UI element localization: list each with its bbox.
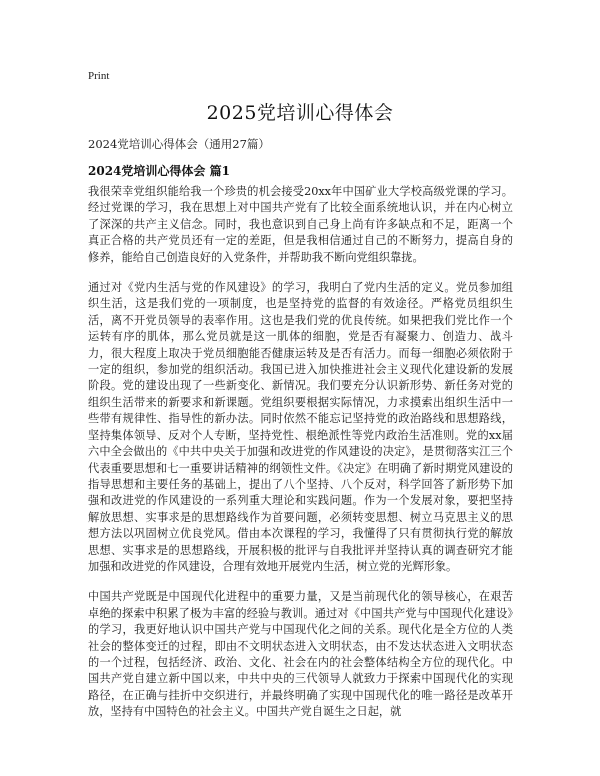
paragraph: 通过对《党内生活与党的作风建设》的学习，我明白了党内生活的定义。党员参加组织生活，这是我们党的一项制度，也是坚持党的监督的有效途径。严格党员组织生活，离不开党员领导的表率作用。这也是我们党的优良传统。如果把我们党比作一个运转有序的肌体，那么党员就是这一肌体的细胞，党是否有凝聚力、创造力、战斗力，很大程度上取决于党员细胞能否健康运转及是否有活力。而每一细胞必须依附于一定的组织，参加党的组织活动。我国已进入加快推进社会主义现代化建设新的发展阶段。党的建设出现了一些新变化、新情况。我们要充分认识新形势、新任务对党的组织生活带来的新要求和新课题。党组织要根据实际情况，力求摸索出组织生活中一些带有规律性、指导性的新办法。同时依然不能忘记坚持党的政治路线和思想路线，坚持集体领导、反对个人专断，坚持党性、根绝派性等党内政治生活准则。党的xx届六中全会做出的《中共中央关于加强和改进党的作风建设的决定》，是贯彻落实江三个代表重要思想和七一重要讲话精神的纲领性文件。《决定》在明确了新时期党风建设的指导思想和主要任务的基础上，提出了八个坚持、八个反对，科学回答了新形势下加强和改进党的作风建设的一系列重大理论和实践问题。作为一个发展对象，要把坚持解放思想、实事求是的思想路线作为首要问题，必须转变思想、树立马克思主义的思想方法以巩固树立优良党风。借由本次课程的学习，我懂得了只有贯彻执行党的解放思想、实事求是的思想路线，开展积极的批评与自我批评并坚持认真的调查研究才能加强和改进党的作风建设，合理有效地开展党内生活，树立党的光辉形象。 [88,281,513,573]
document-subtitle: 2024党培训心得体会（通用27篇） [88,137,270,151]
paragraph: 我很荣幸党组织能给我一个珍贵的机会接受20xx年中国矿业大学校高级党课的学习。经过党课的学习，我在思想上对中国共产党有了比较全面系统地认识，并在内心树立了深深的共产主义信念。同时，我也意识到自己身上尚有许多缺点和不足，距离一个真正合格的共产党员还有一定的差距，但是我相信通过自己的不断努力，提高自身的修养，能给自己创造良好的入党条件，并帮助我不断向党组织靠拢。 [88,185,513,264]
paragraph: 中国共产党既是中国现代化进程中的重要力量，又是当前现代化的领导核心，在艰苦卓绝的探索中积累了极为丰富的经验与教训。通过对《中国共产党与中国现代化建设》的学习，我更好地认识中国共产党与中国现代化之间的关系。现代化是全方位的人类社会的整体变迁的过程，即由不文明状态进入文明状态，由不发达状态进入文明状态的一个过程，包括经济、政治、文化、社会在内的社会整体结构全方位的现代化。中国共产党自建立新中国以来，中共中央的三代领导人就致力于探索中国现代化的实现路径，在正确与挂折中交织进行，并最终明确了实现中国现代化的唯一路径是改革开放，坚持有中国特色的社会主义。中国共产党自诞生之日起，就 [88,590,513,719]
print-label[interactable]: Print [88,70,110,82]
page-title: 2025党培训心得体会 [206,102,394,124]
section-heading: 2024党培训心得体会 篇1 [88,164,230,178]
body-text [88,184,513,735]
